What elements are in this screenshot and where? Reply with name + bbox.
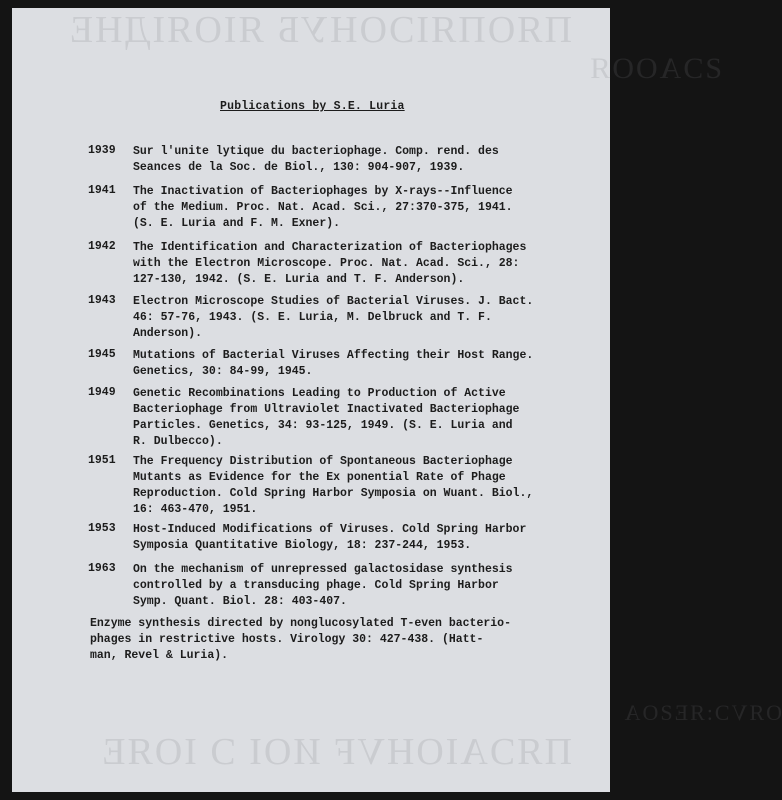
- entry-citation: Electron Microscope Studies of Bacterial Viruses. J. Bact. 46: 57-76, 1943. (S. E. Luria, M. Delbruck and T. F. Anderson).: [133, 295, 534, 340]
- entry-year: 1939: [88, 144, 116, 157]
- entry-citation: On the mechanism of unrepressed galactosidase synthesis controlled by a transducing phage. Cold Spring Harbor Symp. Quant. Biol. 28: 403-407.: [133, 563, 513, 608]
- entry-citation: The Frequency Distribution of Spontaneous Bacteriophage Mutants as Evidence for the Ex ponential Rate of Phage Reproduction. Cold Spring Harbor Symposia on Wuant. Biol., 16: 463-470, 1951.: [133, 455, 534, 516]
- bleed-through-text: ƧƆAOOЯ: [588, 52, 722, 85]
- entry-citation: Genetic Recombinations Leading to Production of Active Bacteriophage from Ultraviolet Inactivated Bacteriophage Particles. Genetics, 34: 93-125, 1949. (S. E. Luria and R. Dulbecco).: [133, 387, 520, 448]
- entry-citation: Sur l'unite lytique du bacteriophage. Comp. rend. des Seances de la Soc. de Biol., 130: 904-907, 1939.: [133, 145, 499, 174]
- document-page: [12, 8, 782, 792]
- entry-year: 1963: [88, 562, 116, 575]
- entry-citation: The Identification and Characterization of Bacteriophages with the Electron Microscope. Proc. Nat. Acad. Sci., 28: 127-130, 1942. (S. E. Luria and T. F. Anderson).: [133, 241, 527, 286]
- bleed-through-text: ПЯƆAIOHVF ИOI Ɔ IOЯE: [100, 731, 572, 773]
- entry-year: 1942: [88, 240, 116, 253]
- entry-year: 1953: [88, 522, 116, 535]
- entry-citation: The Inactivation of Bacteriophages by X-rays--Influence of the Medium. Proc. Nat. Acad. Sci., 27:370-375, 1941. (S. E. Luria and F. M. Exner).: [133, 185, 513, 230]
- entry-year: 1951: [88, 454, 116, 467]
- entry-year: 1945: [88, 348, 116, 361]
- entry-year: 1941: [88, 184, 116, 197]
- entry-citation: Host-Induced Modifications of Viruses. Cold Spring Harbor Symposia Quantitative Biology, 18: 237-244, 1953.: [133, 523, 527, 552]
- entry-year: 1949: [88, 386, 116, 399]
- page-title: Publications by S.E. Luria: [220, 100, 405, 113]
- entry-year: 1943: [88, 294, 116, 307]
- entry-citation: Mutations of Bacterial Viruses Affecting their Host Range. Genetics, 30: 84-99, 1945.: [133, 349, 534, 378]
- entry-citation: Enzyme synthesis directed by nonglucosylated T-even bacterio- phages in restrictive hosts. Virology 30: 427-438. (Hatt- man, Revel & Luria).: [90, 617, 511, 662]
- bleed-through-text: OЯVƆ:ЯEƧOA: [622, 700, 782, 725]
- bleed-through-text: ПЯOΠЯIϽOHУБ ЯIOЯIДНЕ: [67, 9, 572, 51]
